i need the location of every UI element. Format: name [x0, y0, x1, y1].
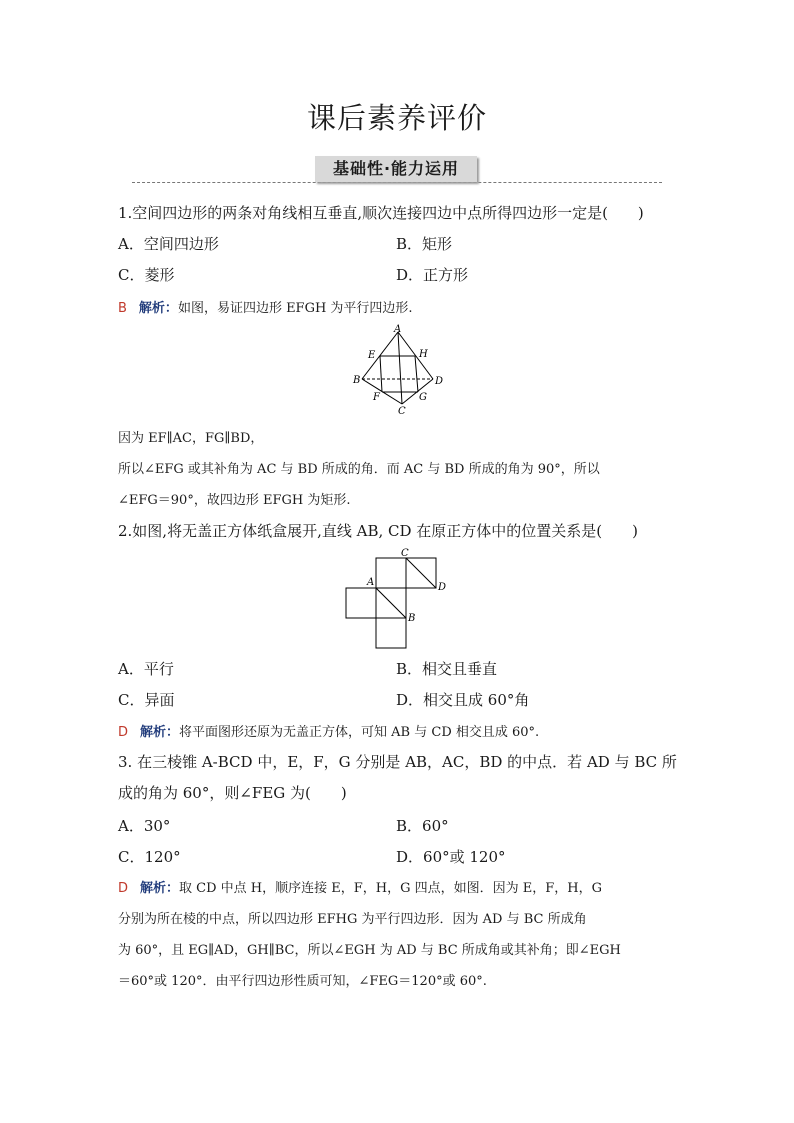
q1-tetrahedron-figure — [348, 322, 448, 417]
q1-analysis-2: 因为 EF∥AC，FG∥BD， — [118, 431, 264, 446]
q1-fig-label-g: G — [419, 392, 427, 403]
q3-option-b: B．60° — [396, 817, 449, 835]
q2-analysis-label: 解析： — [140, 725, 180, 740]
q1-option-c: C．菱形 — [118, 266, 175, 284]
q2-stem: 2.如图,将无盖正方体纸盒展开,直线 AB, CD 在原正方体中的位置关系是( ) — [118, 522, 638, 540]
q3-option-a: A．30° — [118, 817, 171, 835]
q3-analysis-4: ＝60°或 120°．由平行四边形性质可知，∠FEG＝120°或 60°. — [118, 974, 487, 989]
page-title: 课后素养评价 — [306, 101, 487, 135]
q3-option-c: C．120° — [118, 848, 181, 866]
q3-analysis-label: 解析： — [140, 881, 180, 896]
q1-fig-label-b: B — [353, 375, 361, 386]
section-divider — [132, 182, 662, 183]
q1-analysis-3: 所以∠EFG 或其补角为 AC 与 BD 所成的角．而 AC 与 BD 所成的角为 90°，所以 — [118, 462, 600, 477]
q2-option-a: A．平行 — [118, 660, 174, 678]
q2-fig-label-c: C — [401, 548, 409, 559]
q3-analysis-1: 取 CD 中点 H，顺序连接 E，F，H，G 四点，如图．因为 E，F，H，G — [179, 881, 602, 896]
q3-answer-line — [118, 877, 602, 896]
q2-cube-net-figure — [338, 544, 458, 650]
q2-fig-label-d: D — [438, 582, 447, 593]
q1-fig-label-d: D — [435, 376, 444, 387]
q1-stem: 1.空间四边形的两条对角线相互垂直,顺次连接四边中点所得四边形一定是( ) — [118, 204, 644, 222]
q1-option-a: A．空间四边形 — [118, 235, 219, 253]
q1-analysis-1: 如图，易证四边形 EFGH 为平行四边形. — [177, 301, 413, 316]
q1-option-d: D．正方形 — [396, 266, 469, 284]
q1-answer-line — [118, 297, 413, 316]
q3-analysis-3: 为 60°，且 EG∥AD，GH∥BC，所以∠EGH 为 AD 与 BC 所成角或其补角；即∠EGH — [118, 943, 621, 958]
q3-stem-1: 3. 在三棱锥 A-BCD 中，E，F，G 分别是 AB，AC，BD 的中点．若 AD 与 BC 所 — [118, 753, 677, 771]
q1-fig-label-a: A — [394, 324, 402, 335]
q1-answer-letter: B — [118, 301, 127, 316]
q2-option-b: B．相交且垂直 — [396, 660, 498, 678]
q3-stem-2: 成的角为 60°，则∠FEG 为( ) — [118, 784, 347, 802]
q1-fig-label-e: E — [368, 350, 376, 361]
q2-option-d: D．相交且成 60°角 — [396, 691, 530, 709]
q2-answer-line — [118, 721, 539, 740]
q1-option-b: B．矩形 — [396, 235, 453, 253]
q2-analysis-1: 将平面图形还原为无盖正方体，可知 AB 与 CD 相交且成 60°. — [179, 725, 540, 740]
q3-analysis-2: 分别为所在棱的中点，所以四边形 EFHG 为平行四边形．因为 AD 与 BC 所成角 — [118, 912, 587, 927]
q2-fig-label-a: A — [367, 577, 375, 588]
q1-fig-label-c: C — [398, 406, 406, 417]
q2-fig-label-b: B — [408, 613, 416, 624]
q2-option-c: C．异面 — [118, 691, 175, 709]
q3-option-d: D．60°或 120° — [396, 848, 506, 866]
q1-fig-label-f: F — [373, 392, 380, 403]
q1-analysis-4: ∠EFG＝90°，故四边形 EFGH 为矩形. — [118, 493, 351, 508]
q3-answer-letter: D — [118, 881, 129, 896]
section-heading: 基础性·能力运用 — [315, 156, 477, 182]
q2-answer-letter: D — [118, 725, 129, 740]
q1-analysis-label: 解析： — [138, 301, 178, 316]
q1-fig-label-h: H — [419, 349, 428, 360]
